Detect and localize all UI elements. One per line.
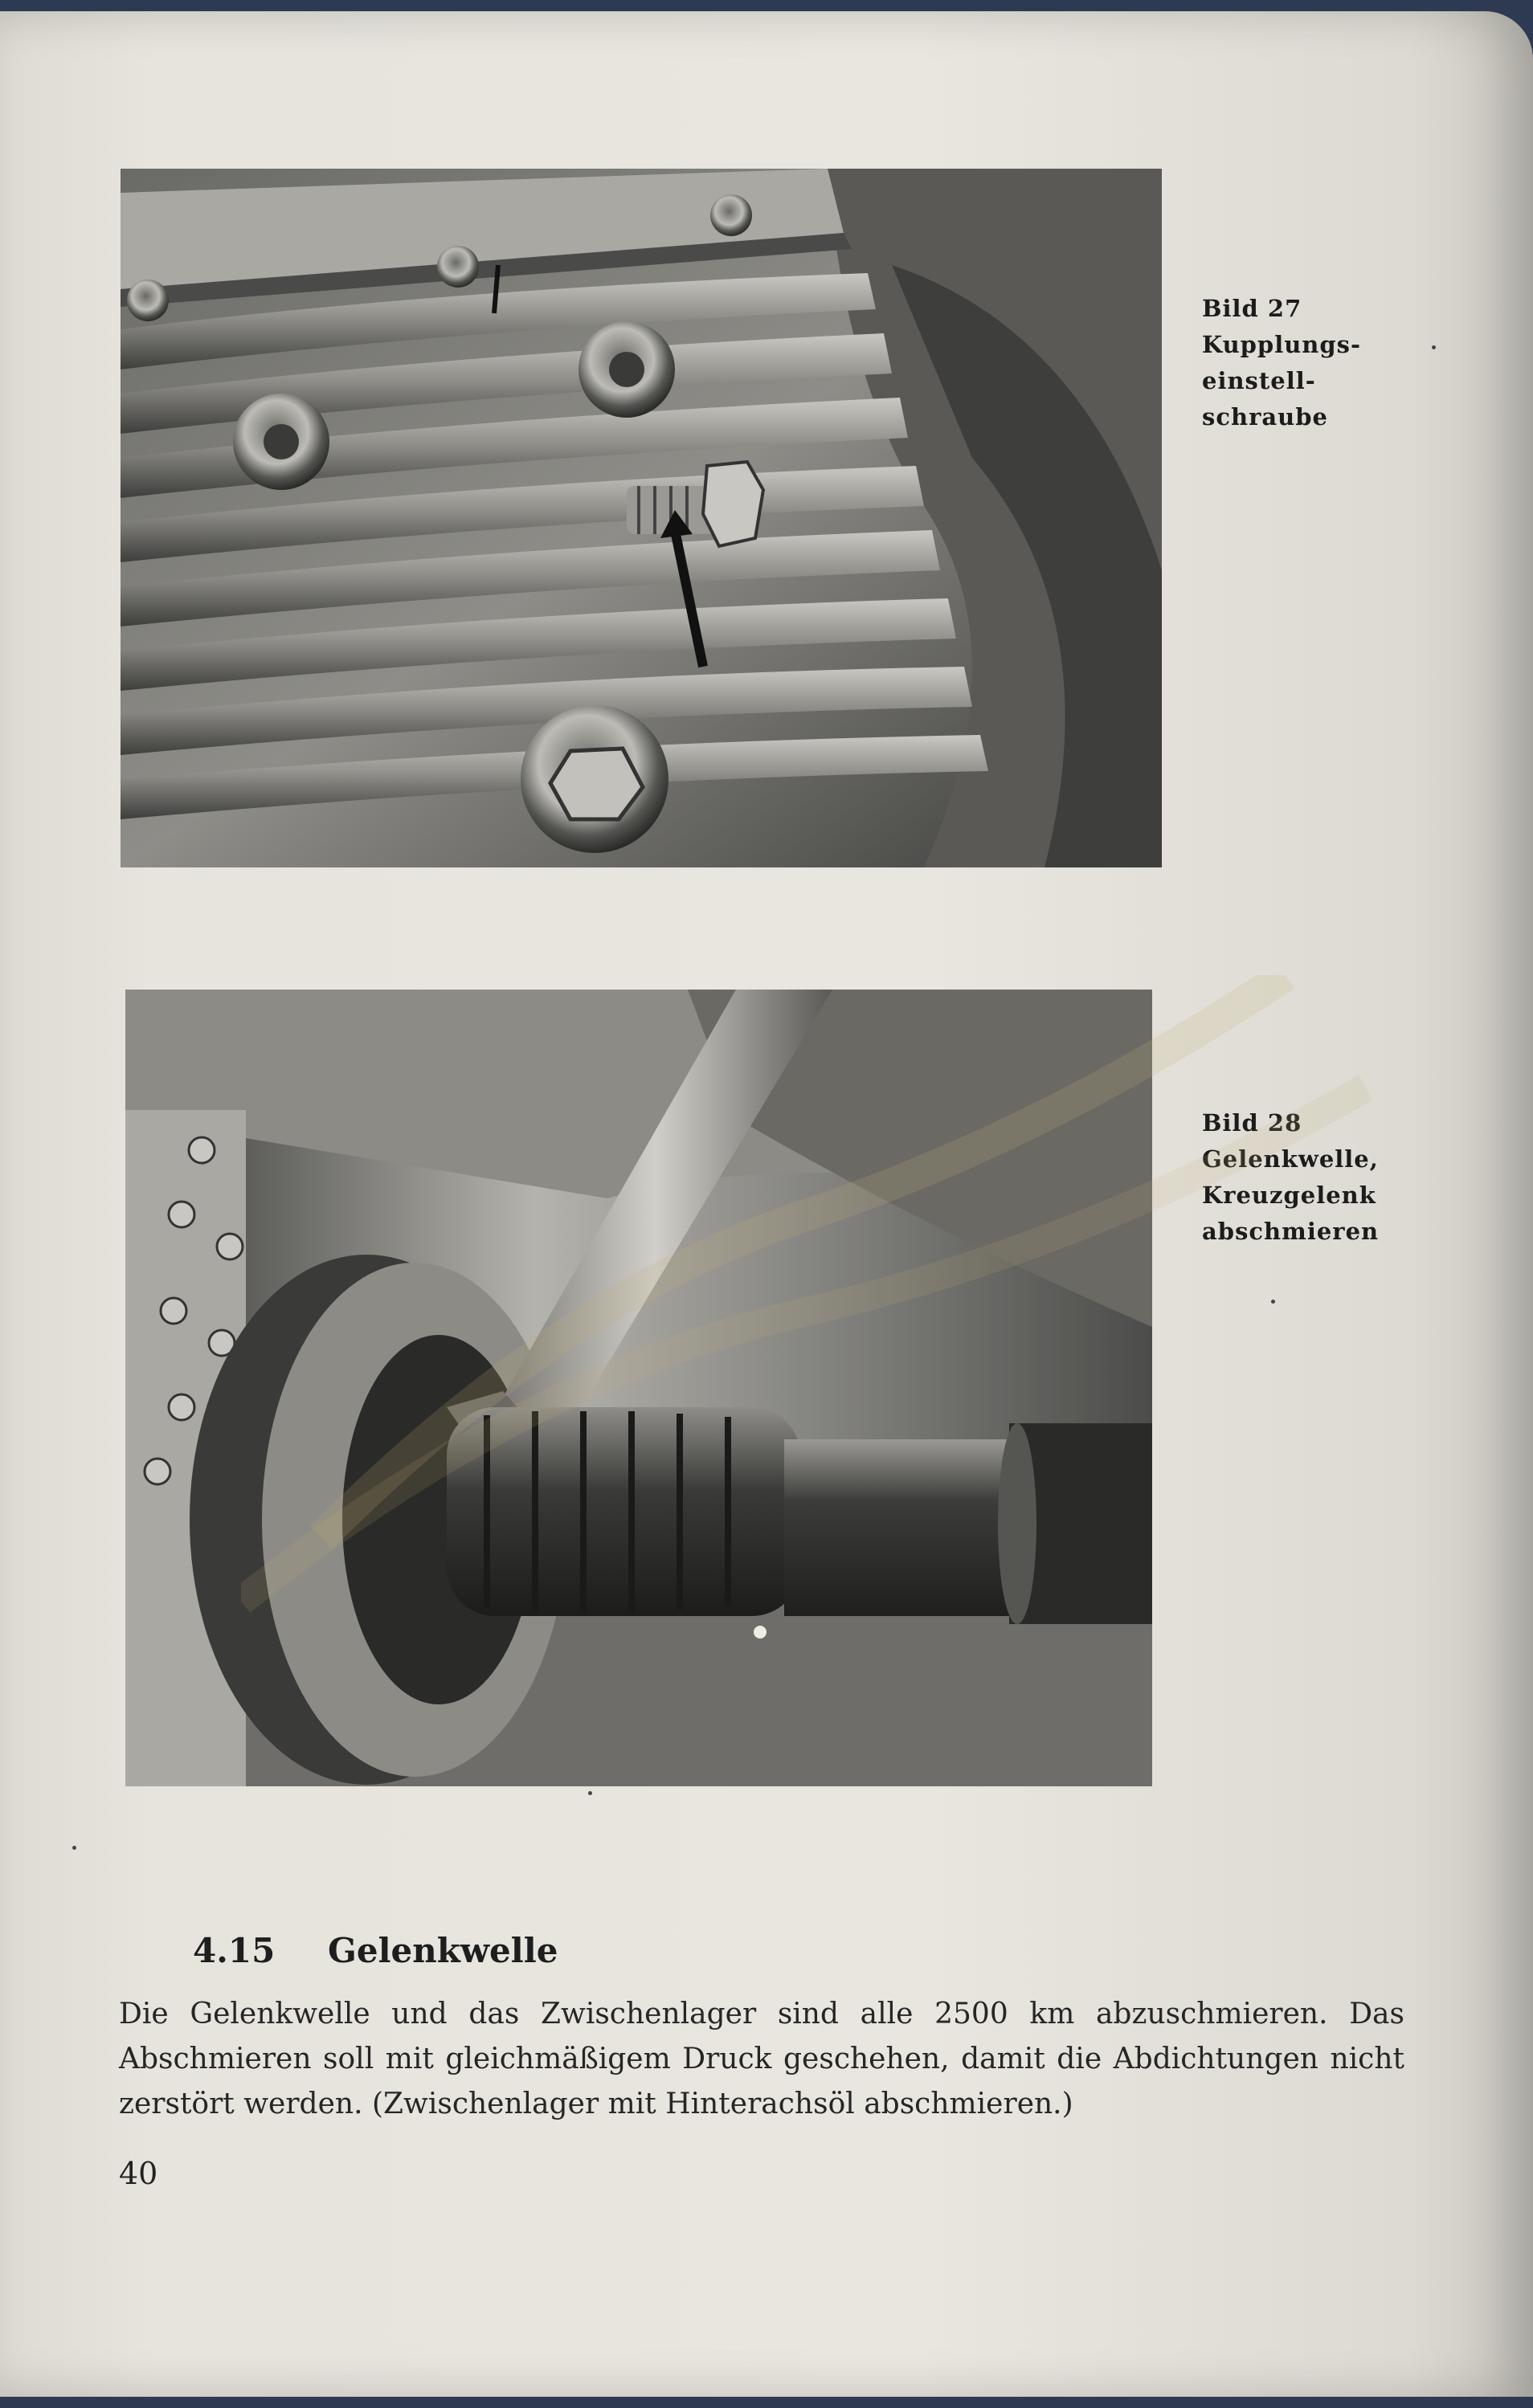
page-speck <box>72 1846 76 1850</box>
caption-line: Gelenkwelle, <box>1202 1145 1379 1173</box>
photo-propeller-shaft-universal-joint <box>125 990 1152 1786</box>
photo-clutch-adjusting-screw <box>121 169 1162 867</box>
figure-caption-bild-27 <box>1202 291 1361 435</box>
caption-line: Kreuzgelenk <box>1202 1182 1376 1209</box>
section-number: 4.15 <box>193 1931 276 1970</box>
page-number: 40 <box>119 2156 158 2191</box>
page-speck <box>1432 345 1436 349</box>
section-heading <box>193 1931 558 1970</box>
caption-line: schraube <box>1202 403 1328 431</box>
page-speck <box>1271 1300 1275 1304</box>
caption-line: Bild 27 <box>1202 295 1302 322</box>
section-title: Gelenkwelle <box>328 1931 558 1970</box>
figure-caption-bild-28 <box>1202 1105 1379 1250</box>
caption-line: einstell- <box>1202 367 1316 394</box>
caption-line: Kupplungs- <box>1202 331 1362 358</box>
page-speck <box>588 1791 592 1795</box>
caption-line: abschmieren <box>1202 1218 1380 1245</box>
caption-line: Bild 28 <box>1202 1109 1302 1137</box>
section-body-text: Die Gelenkwelle und das Zwischenlager sind alle 2500 km abzuschmieren. Das Abschmieren soll mit gleichmäßigem Druck geschehen, damit die Abdichtungen nicht zerstört werden. (Zwischenlager mit Hinterachsöl abschmieren.) <box>119 1998 1404 2120</box>
book-page <box>0 11 1533 2397</box>
